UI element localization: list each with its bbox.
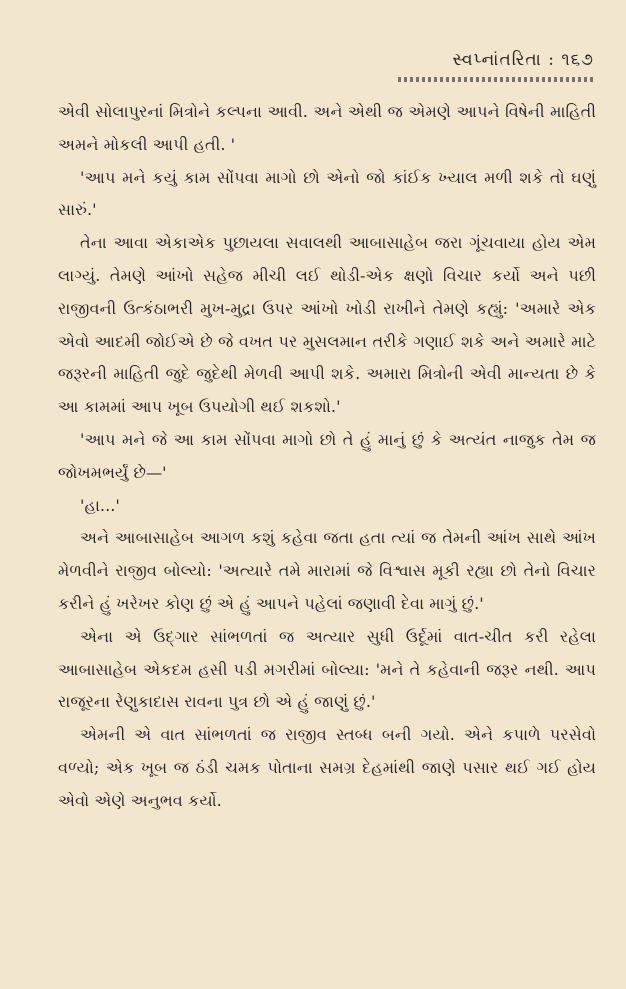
paragraph: 'આપ મને જે આ કામ સોંપવા માગો છો તે હું માનું છું કે અત્યંત નાજુક તેમ જ જોખમભર્યું છે—' bbox=[58, 429, 596, 482]
paragraph: 'આપ મને કયું કામ સોંપવા માગો છો એનો જો કાંઈક ખ્યાલ મળી શકે તો ઘણું સારું.' bbox=[58, 167, 596, 220]
body-text bbox=[58, 96, 596, 818]
paragraph: એમની એ વાત સાંભળતાં જ રાજીવ સ્તબ્ધ બની ગયો. એને કપાળે પરસેવો વળ્યો; એક ખૂબ જ ઠંડી ચમક પોતાના સમગ્ર દેહમાંથી જાણે પસાર થઈ ગઈ હોય એવો એણે અનુભવ કર્યો. bbox=[58, 725, 596, 810]
paragraph: અને આબાસાહેબ આગળ કશું કહેવા જતા હતા ત્યાં જ તેમની આંખ સાથે આંખ મેળવીને રાજીવ બોલ્યો: 'અત્યારે તમે મારામાં જે વિશ્વાસ મૂકી રહ્યા છો તેનો વિચાર કરીને હું ખરેખર કોણ છું એ હું આપને પહેલાં જણાવી દેવા માગું છું.' bbox=[58, 528, 596, 613]
paragraph: એવી સોલાપુરનાં મિત્રોને કલ્પના આવી. અને એથી જ એમણે આપને વિષેની માહિતી અમને મોકલી આપી હતી. ' bbox=[58, 102, 596, 154]
running-header: સ્વપ્નાંતરિતા : ૧૬૭ bbox=[452, 50, 594, 70]
paragraph: 'હા...' bbox=[80, 495, 120, 515]
paragraph: એના એ ઉદ્ગાર સાંભળતાં જ અત્યાર સુધી ઉર્દૂમાં વાત-ચીત કરી રહેલા આબાસાહેબ એકદમ હસી પડી મગરીમાં બોલ્યા: 'મને તે કહેવાની જરૂર નથી. આપ રાજૂરના રેણુકાદાસ રાવના પુત્ર છો એ હું જાણું છું.' bbox=[58, 626, 596, 712]
paragraph: તેના આવા એકાએક પુછાયલા સવાલથી આબાસાહેબ જરા ગૂંચવાયા હોય એમ લાગ્યું. તેમણે આંખો સહેજ મીચી લઈ થોડી-એક ક્ષણો વિચાર કર્યો અને પછી રાજીવની ઉત્કંઠાભરી મુખ-મુદ્રા ઉપર આંખો ખોડી રાખીને તેમણે કહ્યું: 'અમારે એક એવો આદમી જોઈએ છે જે વખત પર મુસલમાન તરીકે ગણાઈ શકે અને અમારે માટે જરૂરની માહિતી જુદે જુદેથી મેળવી આપી શકે. અમારા મિત્રોની એવી માન્યતા છે કે આ કામમાં આપ ખૂબ ઉપયોગી થઈ શકશો.' bbox=[58, 233, 596, 417]
header-underline bbox=[398, 77, 594, 82]
